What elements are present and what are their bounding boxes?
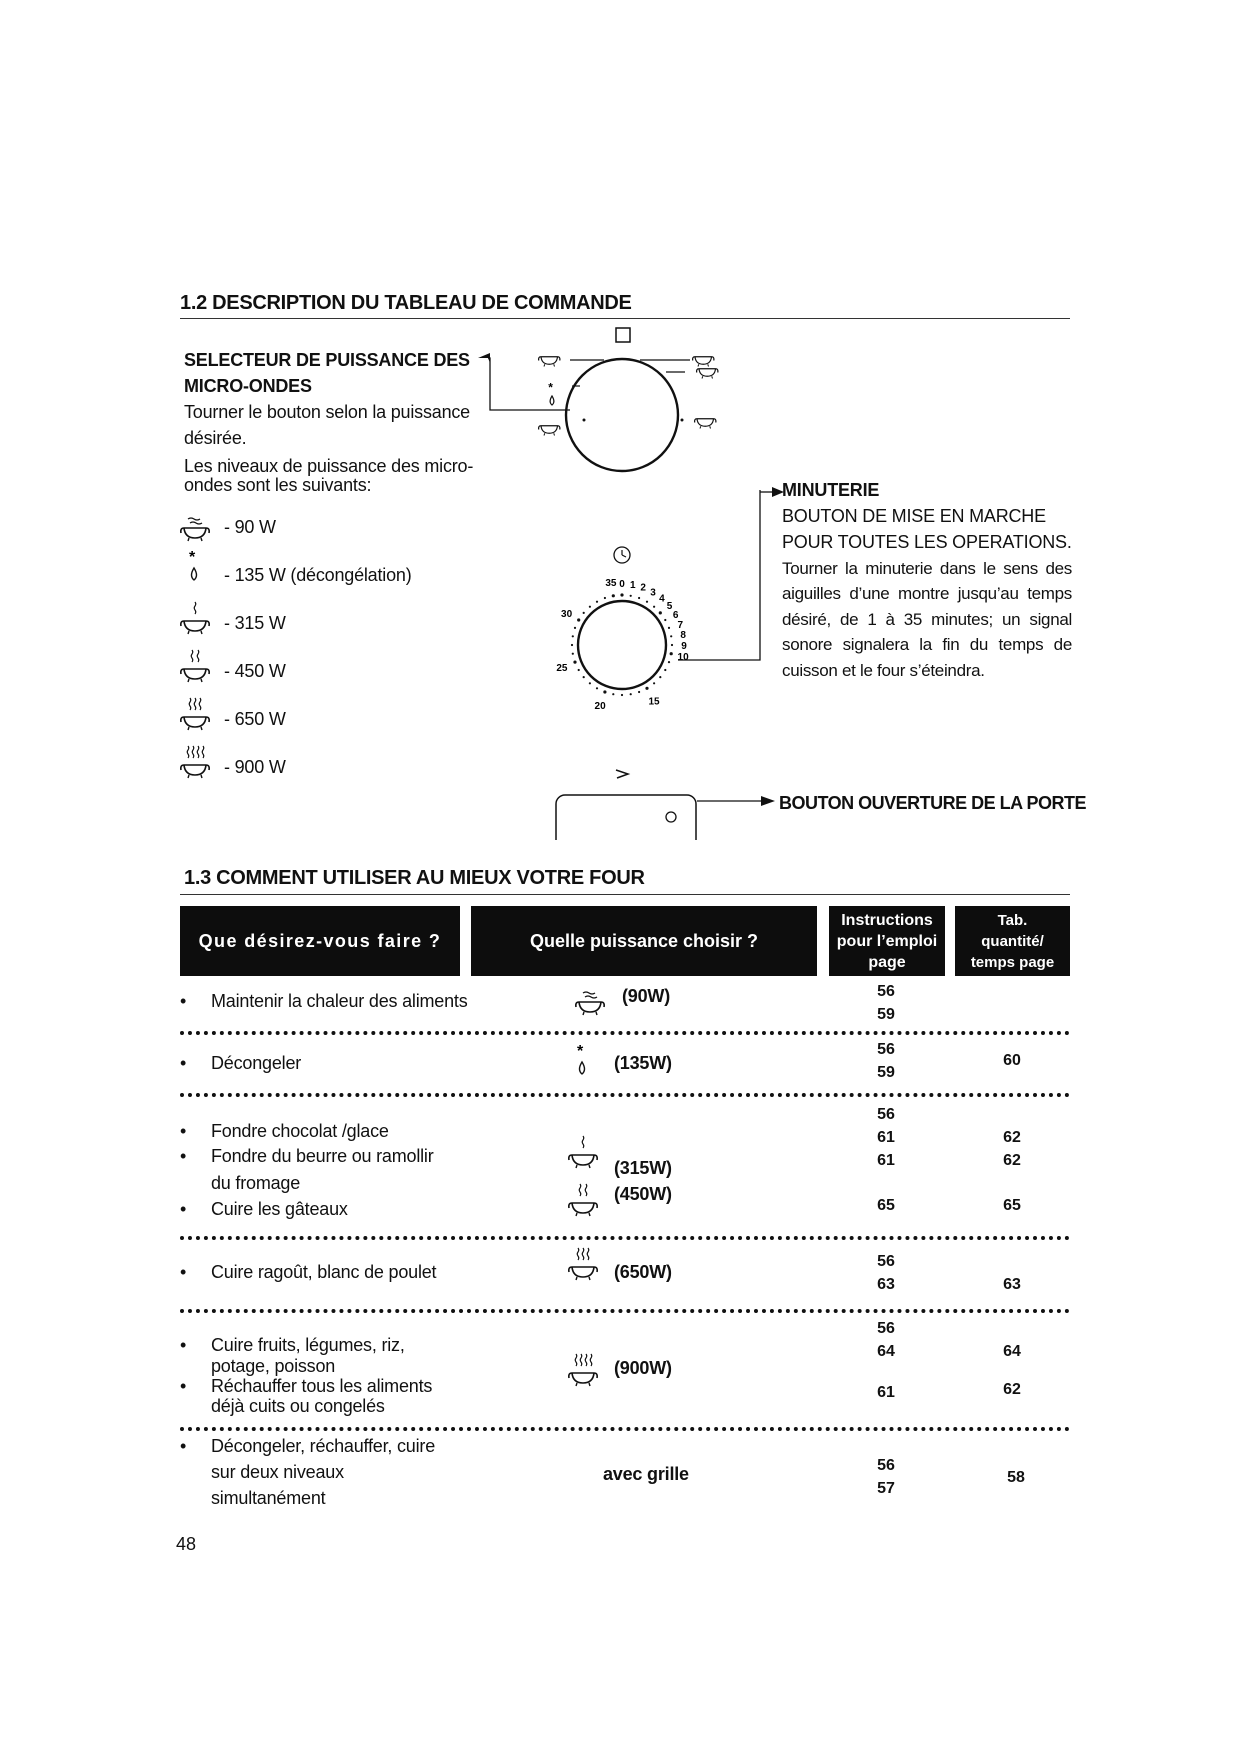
instr-page: 56 [877,1041,895,1058]
pot-1-steam-icon [566,1132,602,1170]
timer-dial-dot [572,653,574,655]
timer-dial-dot [583,676,585,678]
header-tab [955,906,1070,976]
power-level-item [178,756,478,786]
timer-tick-label: 15 [648,696,660,708]
task-text: Maintenir la chaleur des aliments [211,991,468,1011]
power-level-item [178,550,478,594]
instr-page: 61 [877,1129,895,1146]
task-text: sur deux niveaux [211,1462,344,1482]
bullet: • [180,1121,187,1141]
clock-icon [614,547,630,563]
door-open-icon [616,770,628,778]
knob-pot-4-steam-icon [695,419,716,429]
timer-title: MINUTERIE [782,480,880,500]
pot-4-steam-icon [566,1350,602,1388]
power-value: avec grille [603,1464,689,1484]
door-button-indicator [666,812,676,822]
task-text: potage, poisson [211,1356,336,1376]
timer-dial-dot [670,635,672,637]
knob-pot-1-steam-icon [539,357,560,367]
power-indicator-square [616,328,630,342]
knob-keep-warm-icon [539,426,560,436]
task-text: du fromage [211,1173,301,1193]
pot-4-steam-icon [178,742,214,780]
timer-tick-label: 9 [681,641,687,652]
pot-2-steam-icon [178,646,214,684]
task-text: simultanément [211,1488,326,1508]
instr-page: 56 [877,1320,895,1337]
power-value: (900W) [614,1358,672,1378]
power-knob[interactable] [566,359,678,471]
power-level-label: - 450 W [224,661,286,681]
knob-pot-2-steam-icon [693,357,714,367]
section-1-2-title: 1.2 DESCRIPTION DU TABLEAU DE COMMANDE [180,292,632,314]
timer-tick-label: 2 [640,582,646,594]
timer-dial-dot [664,669,666,671]
power-level-item [178,516,478,546]
pot-1-steam-icon [178,598,214,636]
timer-tick-label: 35 [605,578,617,589]
power-value: (135W) [614,1053,672,1073]
tab-page: 63 [1003,1276,1021,1293]
instr-page: 61 [877,1384,895,1401]
timer-dial-dot [603,690,606,693]
selector-title-1: SELECTEUR DE PUISSANCE DES [184,350,470,370]
timer-dial-dot [653,682,655,684]
tab-page: 62 [1003,1381,1021,1398]
power-level-label: - 135 W (décongélation) [224,565,412,585]
instr-page: 59 [877,1064,895,1081]
tab-page: 64 [1003,1343,1021,1360]
task-text: déjà cuits ou congelés [211,1396,385,1416]
timer-dial-dot [583,612,585,614]
timer-tick-label: 4 [659,593,665,605]
row-separator [180,1236,1070,1240]
pot-3-steam-icon [178,694,214,732]
header-power: Quelle puissance choisir ? [471,906,817,976]
timer-dial-dot [572,635,574,637]
timer-tick-label: 30 [561,609,573,620]
timer-dial-dot [589,682,591,684]
timer-dial-dot [604,597,606,599]
timer-dial-dot [671,644,673,646]
selector-desc-1: Tourner le bouton selon la puissance [184,402,470,422]
header-instructions [829,906,945,976]
timer-dial-dot [630,595,632,597]
power-level-label: - 90 W [224,517,276,537]
page-number: 48 [176,1534,197,1554]
svg-text:*: * [577,1044,584,1060]
timer-dial-dot [668,627,670,629]
svg-text:*: * [548,380,553,395]
timer-dial-dot [664,619,666,621]
bullet: • [180,1146,187,1166]
door-button-label: BOUTON OUVERTURE DE LA PORTE [779,793,1087,813]
power-value: (650W) [614,1262,672,1282]
timer-line-1: BOUTON DE MISE EN MARCHE [782,506,1046,526]
selector-leader-line [488,358,570,410]
levels-intro-2: ondes sont les suivants: [184,475,372,495]
header-tab-1: Tab. [997,911,1028,929]
tab-page: 62 [1003,1129,1021,1146]
section-1-3-rule [180,894,1070,895]
selector-desc-2: désirée. [184,428,247,448]
svg-text:*: * [189,550,196,566]
timer-tick-label: 6 [672,610,679,621]
timer-dial-dot [574,627,576,629]
timer-tick-label: 10 [677,651,689,663]
header-instr-3: page [868,953,906,971]
task-text: Décongeler, réchauffer, cuire [211,1436,436,1456]
instr-page: 61 [877,1152,895,1169]
power-value: (450W) [614,1184,672,1204]
timer-dial-dot [638,691,640,693]
tab-page: 62 [1003,1152,1021,1169]
keep-warm-icon [178,514,214,544]
power-level-item [178,660,478,690]
timer-dial-dot [589,606,591,608]
power-level-item [178,708,478,738]
tab-page: 58 [1007,1469,1025,1486]
selector-title-2: MICRO-ONDES [184,376,312,396]
row-separator [180,1093,1070,1097]
section-1-2-rule [180,318,1070,319]
power-value: (90W) [622,986,670,1006]
instr-page: 57 [877,1480,895,1497]
timer-dial-dot [596,601,598,603]
pot-2-steam-icon [566,1180,602,1218]
knob-defrost-icon [548,381,554,406]
bullet: • [180,1262,187,1282]
instr-page: 63 [877,1276,895,1293]
power-level-label: - 900 W [224,757,286,777]
power-level-item [178,612,478,642]
pot-3-steam-icon [566,1244,602,1282]
section-1-3-title: 1.3 COMMENT UTILISER AU MIEUX VOTRE FOUR [184,867,645,889]
door-arrow [697,793,777,809]
timer-tick-label: 0 [619,579,625,590]
timer-dial-dot [596,687,598,689]
task-text: Réchauffer tous les aliments [211,1376,433,1396]
timer-tick-label: 7 [677,619,684,631]
timer-leader-line [678,490,760,660]
timer-dial-dot [659,611,662,614]
task-text: Fondre chocolat /glace [211,1121,389,1141]
instr-page: 65 [877,1197,895,1214]
bullet: • [180,991,187,1011]
timer-line-2: POUR TOUTES LES OPERATIONS. [782,532,1072,552]
timer-dial-dot [668,661,670,663]
timer-tick-label: 20 [594,701,606,713]
timer-dial-dot [646,601,648,603]
defrost-icon [574,1044,594,1080]
timer-dial-dot [612,594,615,597]
row-separator [180,1427,1070,1431]
tab-page: 60 [1003,1052,1021,1069]
power-level-label: - 315 W [224,613,286,633]
timer-dial-dot [659,676,661,678]
power-value: (315W) [614,1158,672,1178]
task-text: Fondre du beurre ou ramollir [211,1146,434,1166]
timer-tick-label: 25 [556,662,568,674]
timer-dial-dot [571,644,573,646]
door-open-button[interactable] [556,795,696,840]
bullet: • [180,1376,187,1396]
timer-dial-dot [573,661,576,664]
instr-page: 56 [877,1106,895,1123]
task-text: Cuire ragoût, blanc de poulet [211,1262,437,1282]
header-tab-2: quantité/ [981,932,1044,950]
instr-page: 59 [877,1006,895,1023]
timer-dial-dot [578,669,580,671]
header-instr-1: Instructions [841,911,933,929]
timer-dial-dot [612,693,614,695]
levels-intro-1: Les niveaux de puissance des micro- [184,456,474,476]
timer-dial-dot [653,606,655,608]
timer-knob[interactable] [578,601,666,689]
timer-dial-dot [621,694,623,696]
control-panel-diagram [470,320,790,840]
timer-dial-dot [645,687,648,690]
timer-dial-dot [630,693,632,695]
row-separator [180,1031,1070,1035]
bullet: • [180,1335,187,1355]
timer-dial-dot [620,593,623,596]
timer-dial-dot [638,597,640,599]
header-task: Que désirez-vous faire ? [180,906,460,976]
timer-tick-label: 1 [630,579,636,591]
timer-dial-dot [577,618,580,621]
bullet: • [180,1053,187,1073]
power-level-label: - 650 W [224,709,286,729]
row-separator [180,1309,1070,1313]
header-instr-2: pour l’emploi [836,932,938,950]
header-tab-3: temps page [970,953,1055,971]
task-text: Décongeler [211,1053,302,1073]
timer-description: Tourner la minuterie dans le sens des aiguilles d’une montre jusqu’au temps désiré, de 1 à 35 minutes; un signal sonore signalera la fin du temps de cuisson et le four s’éteindra. [782,559,1072,680]
bullet: • [180,1436,187,1456]
timer-tick-label: 5 [666,601,673,613]
knob-pot-3-steam-icon [697,369,718,379]
timer-tick-label: 3 [650,587,656,599]
instr-page: 64 [877,1343,895,1360]
instr-page: 56 [877,983,895,1000]
keep-warm-icon [573,988,609,1018]
tab-page: 65 [1003,1197,1021,1214]
defrost-icon [186,550,206,586]
timer-tick-label: 8 [680,630,686,642]
timer-dial-dots [571,593,673,696]
task-text: Cuire les gâteaux [211,1199,348,1219]
bullet: • [180,1199,187,1219]
timer-dial-dot [670,652,673,655]
instr-page: 56 [877,1253,895,1270]
instr-page: 56 [877,1457,895,1474]
task-text: Cuire fruits, légumes, riz, [211,1335,405,1355]
